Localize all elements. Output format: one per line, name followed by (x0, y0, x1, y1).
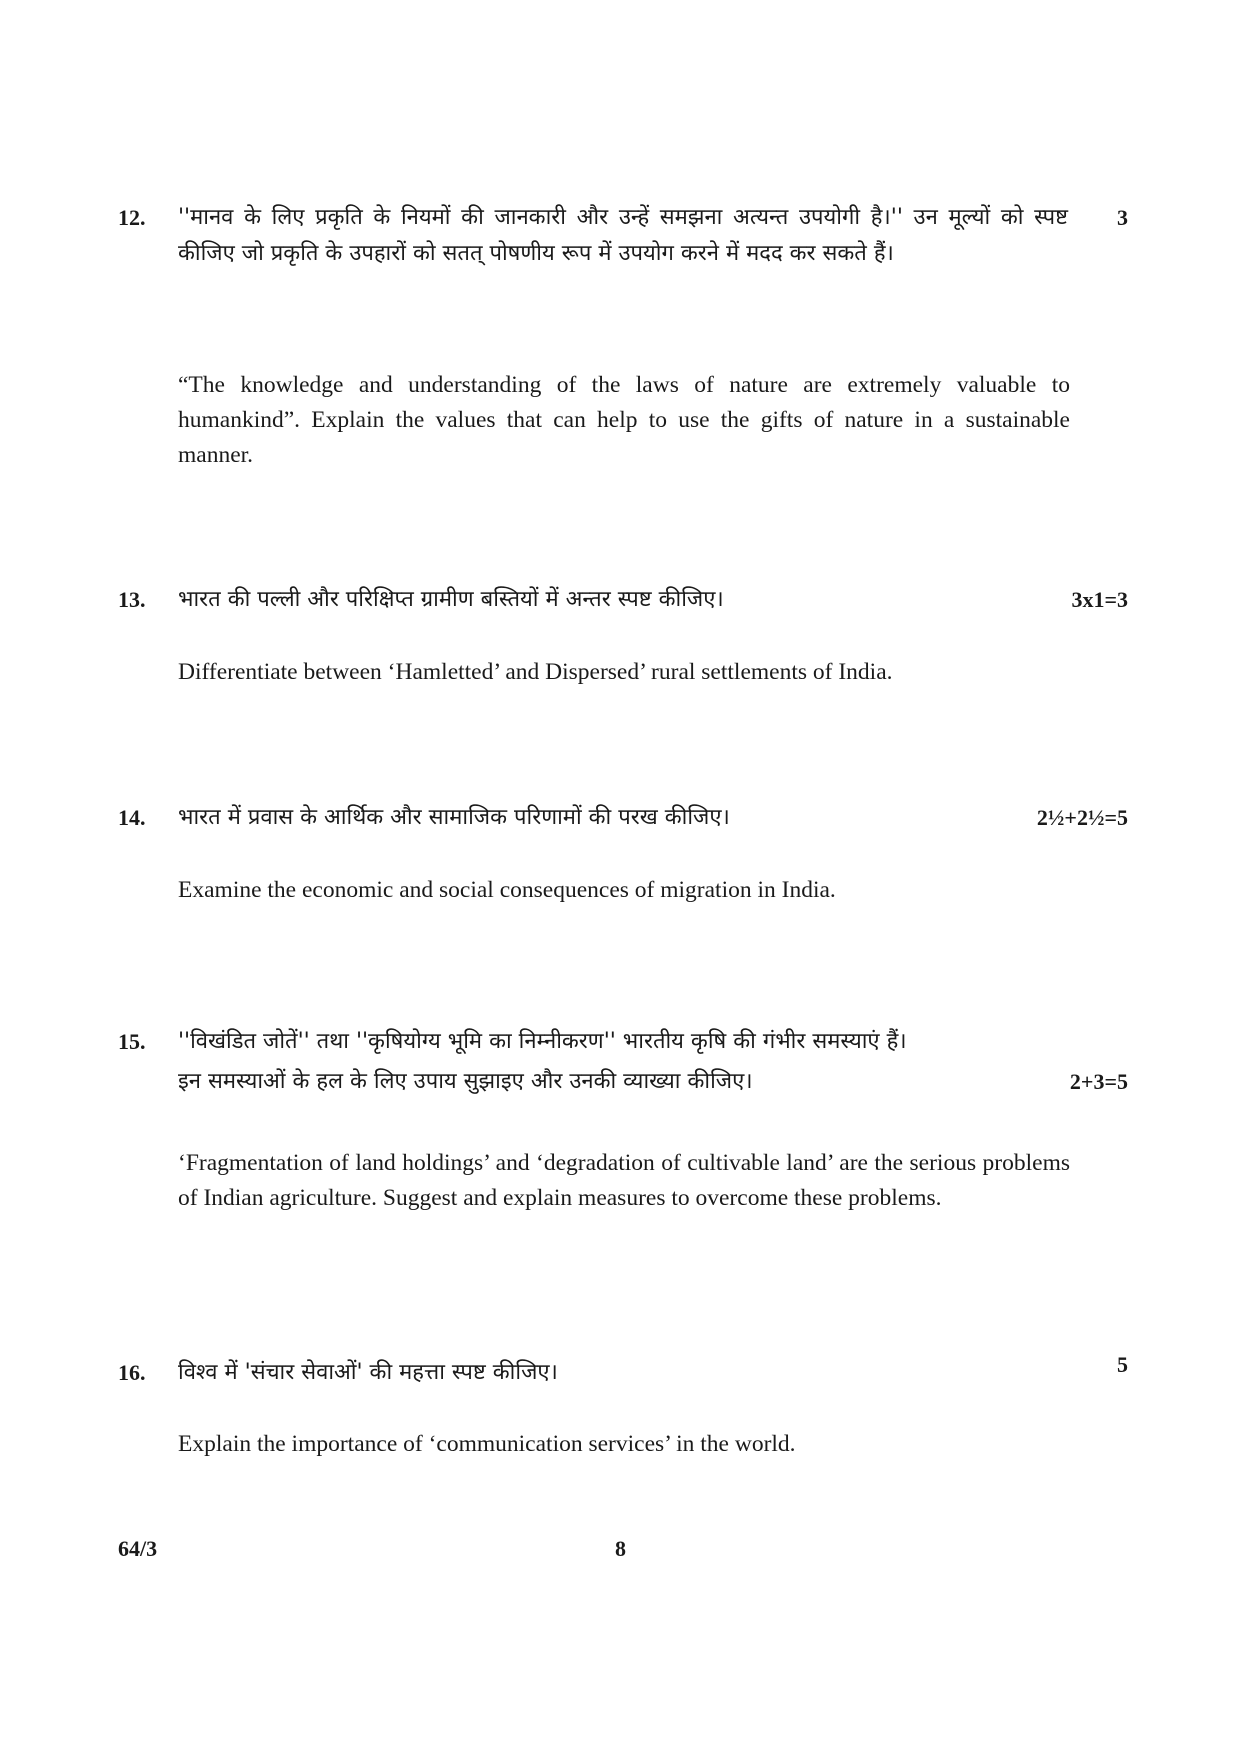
question-text-english: Differentiate between ‘Hamletted’ and Dispersed’ rural settlements of India. (178, 659, 893, 685)
question-number: 13. (118, 587, 146, 612)
question-text-hindi (178, 1024, 1098, 1100)
question-text-english: Examine the economic and social consequences of migration in India. (178, 877, 836, 903)
question-text-hindi-line-1: ''विखंडित जोतें'' तथा ''कृषियोग्य भूमि का निम्नीकरण'' भारतीय कृषि की गंभीर समस्याएं हैं। (178, 1029, 907, 1054)
question-text-english: ‘Fragmentation of land holdings’ and ‘degradation of cultivable land’ are the serious problems of Indian agriculture. Suggest and explain measures to overcome these problems. (178, 1150, 1070, 1211)
question-text-hindi: विश्व में 'संचार सेवाओं' की महत्ता स्पष्ट कीजिए। (178, 1360, 558, 1385)
question-marks: 2+3=5 (1069, 1069, 1128, 1094)
question-number: 12. (118, 205, 146, 230)
question-text-hindi: ''मानव के लिए प्रकृति के नियमों की जानकारी और उन्हें समझना अत्यन्त उपयोगी है।'' उन मूल्यों को स्पष्ट कीजिए जो प्रकृति के उपहारों को सतत् पोषणीय रूप में उपयोग करने में मदद कर सकते हैं। (178, 205, 1068, 266)
question-text-english: Explain the importance of ‘communication services’ in the world. (178, 1431, 796, 1457)
question-text-english: “The knowledge and understanding of the laws of nature are extremely valuable to humankind”. Explain the values that can help to use the gifts of nature in a sustainable manner. (178, 372, 1070, 468)
question-text-hindi: भारत की पल्ली और परिक्षिप्त ग्रामीण बस्तियों में अन्तर स्पष्ट कीजिए। (178, 587, 724, 612)
question-marks: 5 (1117, 1352, 1128, 1377)
paper-code: 64/3 (118, 1536, 158, 1561)
question-number: 16. (118, 1360, 146, 1385)
question-marks: 2½+2½=5 (1036, 805, 1128, 830)
page-number: 8 (615, 1536, 626, 1561)
question-number: 15. (118, 1029, 146, 1054)
question-text-hindi-line-2: इन समस्याओं के हल के लिए उपाय सुझाइए और उनकी व्याख्या कीजिए। (178, 1069, 753, 1094)
question-marks: 3x1=3 (1071, 587, 1128, 612)
question-marks: 3 (1117, 205, 1128, 230)
question-number: 14. (118, 805, 146, 830)
question-text-hindi: भारत में प्रवास के आर्थिक और सामाजिक परिणामों की परख कीजिए। (178, 805, 730, 830)
